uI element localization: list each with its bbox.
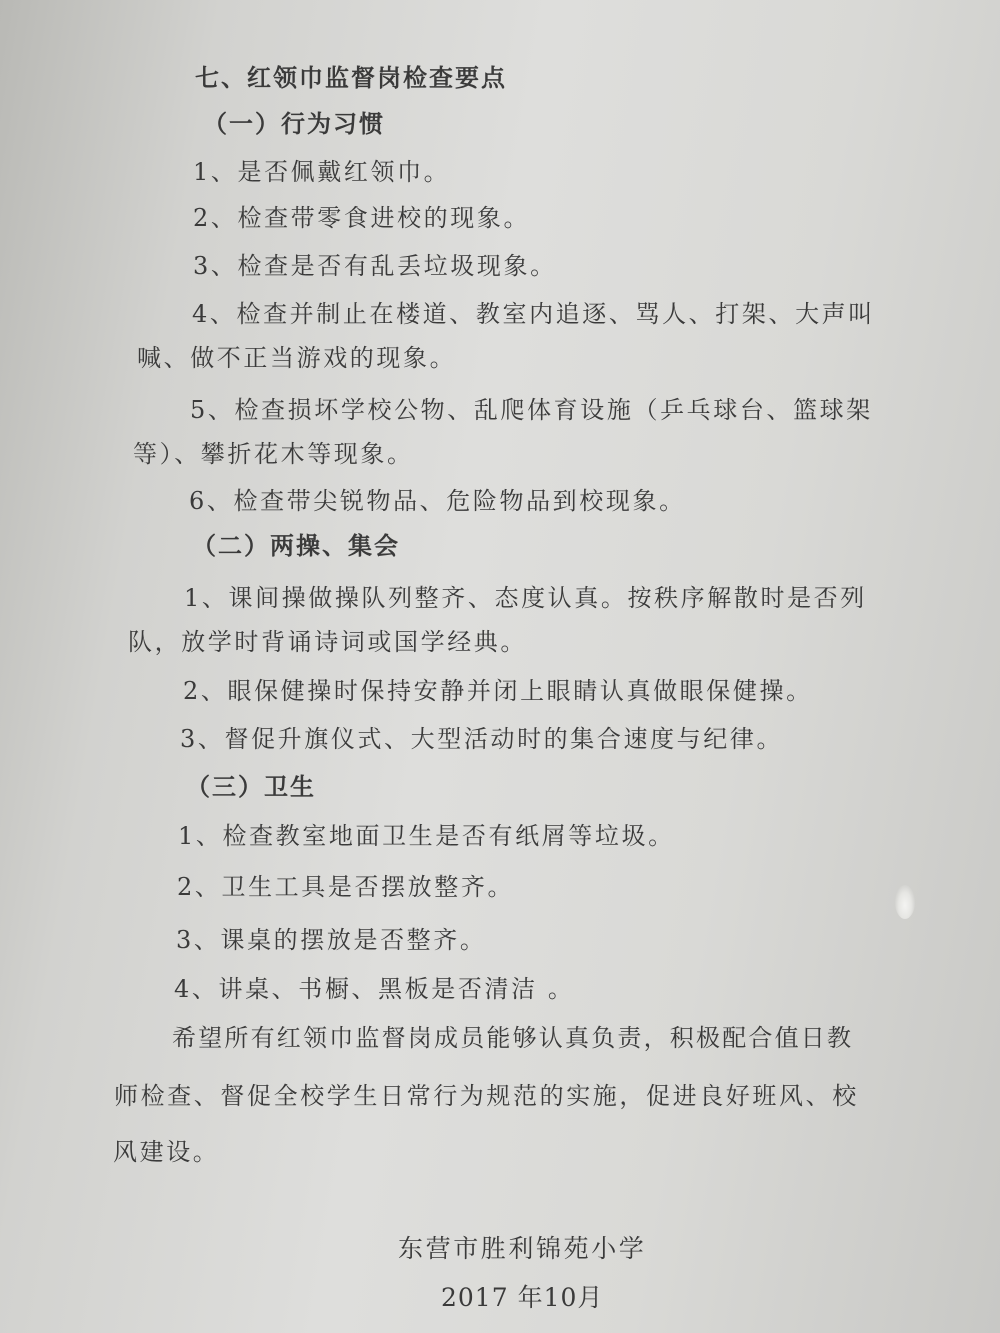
paragraph-line: 4、检查并制止在楼道、教室内追逐、骂人、打架、大声叫 [192,300,875,328]
paragraph-line: 2、眼保健操时保持安静并闭上眼睛认真做眼保健操。 [183,677,813,705]
section-heading-behavior: （一）行为习惯 [203,109,385,138]
paragraph-line: 1、是否佩戴红领巾。 [193,158,451,186]
paragraph-line: 1、检查教室地面卫生是否有纸屑等垃圾。 [178,822,675,850]
document-date: 2017 年10月 [441,1283,604,1312]
paragraph-line: 等）、攀折花木等现象。 [133,440,414,468]
section-heading-hygiene: （三）卫生 [186,772,316,801]
paragraph-line: 1、课间操做操队列整齐、态度认真。按秩序解散时是否列 [184,584,867,612]
section-heading-exercises: （二）两操、集会 [192,531,400,560]
paragraph-line: 6、检查带尖锐物品、危险物品到校现象。 [189,487,686,515]
paragraph-line: 3、检查是否有乱丢垃圾现象。 [193,252,557,280]
paragraph-line: 4、讲桌、书橱、黑板是否清洁 。 [174,975,575,1003]
paragraph-line: 5、检查损坏学校公物、乱爬体育设施（乒乓球台、篮球架 [190,396,873,424]
document-title: 七、红领巾监督岗检查要点 [195,63,507,92]
closing-line: 希望所有红领巾监督岗成员能够认真负责，积极配合值日教 [172,1024,854,1052]
closing-line: 风建设。 [113,1138,220,1166]
paragraph-line: 2、卫生工具是否摆放整齐。 [177,873,515,901]
school-name: 东营市胜利锦苑小学 [398,1234,647,1263]
closing-line: 师检查、督促全校学生日常行为规范的实施，促进良好班风、校 [114,1082,859,1110]
paragraph-line: 3、课桌的摆放是否整齐。 [176,926,487,954]
paragraph-line: 2、检查带零食进校的现象。 [193,204,531,232]
paper-smudge [895,885,915,919]
paragraph-line: 喊、做不正当游戏的现象。 [137,344,457,372]
paragraph-line: 队，放学时背诵诗词或国学经典。 [128,628,527,656]
paragraph-line: 3、督促升旗仪式、大型活动时的集合速度与纪律。 [180,725,784,753]
